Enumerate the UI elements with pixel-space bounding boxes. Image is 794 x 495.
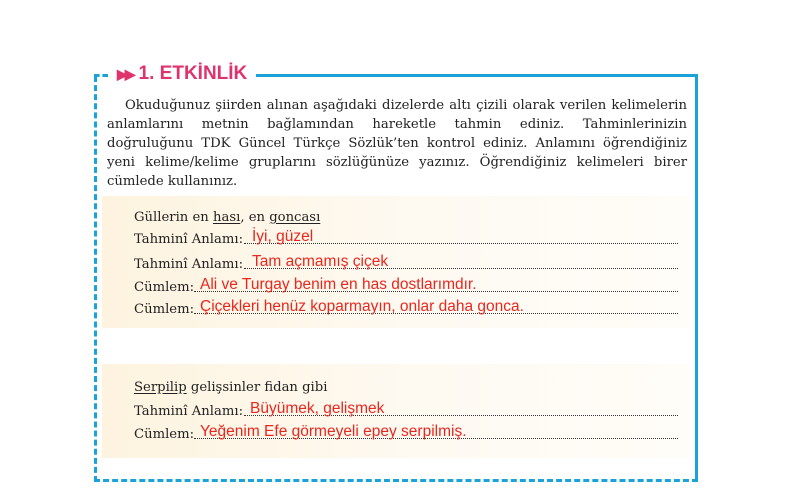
frame-top-line <box>256 74 698 77</box>
exercise-box-2 <box>102 364 690 458</box>
answer-row <box>134 251 678 273</box>
row-label: Cümlem: <box>134 280 195 295</box>
answer-row <box>134 226 678 248</box>
answer-row <box>134 296 678 318</box>
answer-row <box>134 274 678 296</box>
handwritten-answer: Büyümek, gelişmek <box>250 400 385 417</box>
row-label: Tahminî Anlamı: <box>134 257 244 272</box>
activity-title-text: 1. ETKİNLİK <box>138 63 248 84</box>
handwritten-answer: Çiçekleri henüz koparmayın, onlar daha gonca. <box>200 298 524 315</box>
frame-top-dash <box>94 74 108 77</box>
row-label: Cümlem: <box>134 302 195 317</box>
exercise-box-1 <box>102 196 690 328</box>
verse-line-1: Güllerin en hası, en goncası <box>134 210 321 225</box>
handwritten-answer: Yeğenim Efe görmeyeli epey serpilmiş. <box>200 423 467 440</box>
double-chevron-icon: ▶▶ <box>117 65 133 82</box>
instructions-text: Okuduğunuz şiirden alınan aşağıdaki dizelerde altı çizili olarak verilen kelimelerin anlamlarını metnin bağlamından hareketle tahmin ediniz. Tahminlerinizin doğruluğunu TDK Güncel Türkçe Sözlük’ten kontrol ediniz. Anlamını öğrendiğiniz yeni kelime/kelime gruplarını sözlüğünüze yazınız. Öğrendiğiniz kelimeleri birer cümlede kullanınız. <box>107 98 687 189</box>
verse-line-2: Serpilip gelişsinler fidan gibi <box>134 380 328 395</box>
handwritten-answer: İyi, güzel <box>252 228 314 245</box>
underlined-word-has: hası <box>212 210 241 225</box>
answer-row <box>134 421 678 443</box>
activity-title <box>117 62 247 86</box>
instructions-paragraph <box>107 96 687 191</box>
underlined-word-serpilip: Serpilip <box>134 380 187 395</box>
answer-row <box>134 398 678 420</box>
row-label: Tahminî Anlamı: <box>134 232 244 247</box>
underlined-word-gonca: goncası <box>269 210 321 225</box>
row-label: Cümlem: <box>134 427 195 442</box>
handwritten-answer: Tam açmamış çiçek <box>252 253 389 270</box>
row-label: Tahminî Anlamı: <box>134 404 244 419</box>
handwritten-answer: Ali ve Turgay benim en has dostlarımdır. <box>200 276 477 293</box>
